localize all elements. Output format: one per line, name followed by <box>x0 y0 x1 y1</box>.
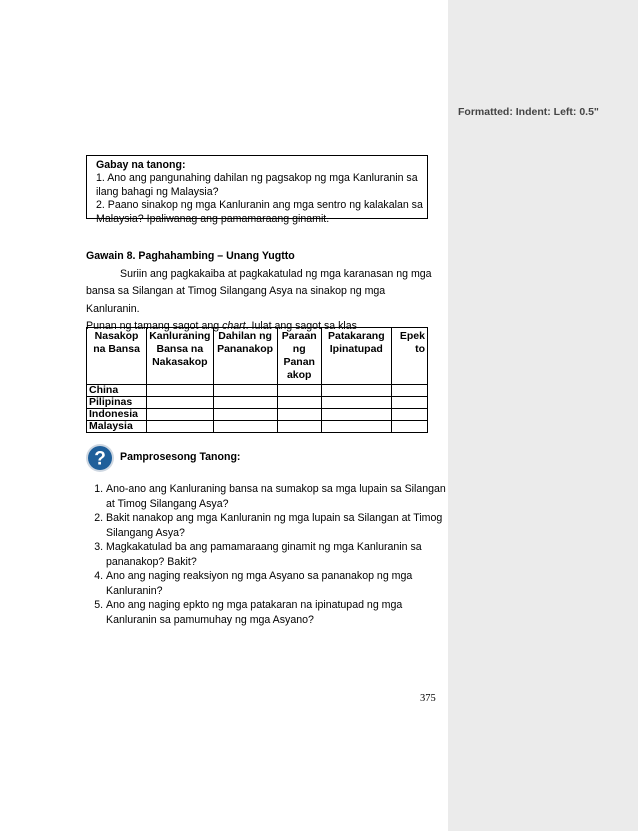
guide-line: Malaysia? Ipaliwanag ang pamamaraang ginamit. <box>96 212 330 225</box>
table-row <box>87 397 428 409</box>
header-nasakop: Nasakop na Bansa <box>87 328 147 385</box>
comparison-table <box>86 327 428 433</box>
activity-instruction-line: bansa sa Silangan at Timog Silangang Asya na sinakop ng mga Kanluranin. <box>86 285 386 315</box>
header-kanluraning: Kanluraning Bansa na Nakasakop <box>147 328 213 385</box>
row-country: Indonesia <box>87 409 147 421</box>
row-country: China <box>87 385 147 397</box>
table-header-row <box>87 328 428 385</box>
table-row <box>87 421 428 433</box>
list-item: 1. Ano-ano ang Kanluraning bansa na sumakop sa mga lupain sa Silangan at Timog Silangang Asya? <box>106 482 456 511</box>
header-epekto: Epek to <box>391 328 427 385</box>
activity-title: Gawain 8. Paghahambing – Unang Yugtto <box>86 250 295 262</box>
processing-questions-heading: Pamprosesong Tanong: <box>120 451 241 463</box>
activity-instruction-line: Suriin ang pagkakaiba at pagkakatulad ng mga karanasan ng mga <box>120 267 432 280</box>
list-item: 2. Bakit nanakop ang mga Kanluranin ng mga lupain sa Silangan at Timog Silangang Asya? <box>106 511 456 540</box>
question-list <box>86 482 456 627</box>
guide-line: 1. Ano ang pangunahing dahilan ng pagsakop ng mga Kanluranin sa <box>96 172 418 185</box>
header-dahilan: Dahilan ng Pananakop <box>213 328 277 385</box>
guide-title: Gabay na tanong: <box>96 159 186 171</box>
list-item: 4. Ano ang naging reaksiyon ng mga Asyano sa pananakop ng mga Kanluranin? <box>106 569 456 598</box>
sidebar-format-label: Formatted: Indent: Left: 0.5" <box>458 106 599 118</box>
table-row <box>87 409 428 421</box>
comment-sidebar <box>448 0 638 831</box>
question-mark-icon <box>85 443 115 473</box>
row-country: Pilipinas <box>87 397 147 409</box>
list-item: 5. Ano ang naging epkto ng mga patakaran na ipinatupad ng mga Kanluranin sa pamumuhay ng mga Asyano? <box>106 598 456 627</box>
header-patakarang: Patakarang Ipinatupad <box>321 328 391 385</box>
header-paraan: Paraan ng Panan akop <box>277 328 321 385</box>
guide-questions-box <box>86 155 428 225</box>
list-item: 3. Magkakatulad ba ang pamamaraang ginamit ng mga Kanluranin sa pananakop? Bakit? <box>106 540 456 569</box>
svg-text:?: ? <box>94 448 106 470</box>
row-country: Malaysia <box>87 421 147 433</box>
page-number: 375 <box>420 693 436 704</box>
activity-section <box>86 248 438 336</box>
guide-line: 2. Paano sinakop ng mga Kanluranin ang mga sentro ng kalakalan sa <box>96 199 423 212</box>
chart-word: chart <box>222 320 246 332</box>
activity-instruction-line: Punan ng tamang sagot ang chart. Iulat ang sagot sa klas <box>86 320 357 332</box>
table-row <box>87 385 428 397</box>
guide-line: ilang bahagi ng Malaysia? <box>96 185 219 198</box>
